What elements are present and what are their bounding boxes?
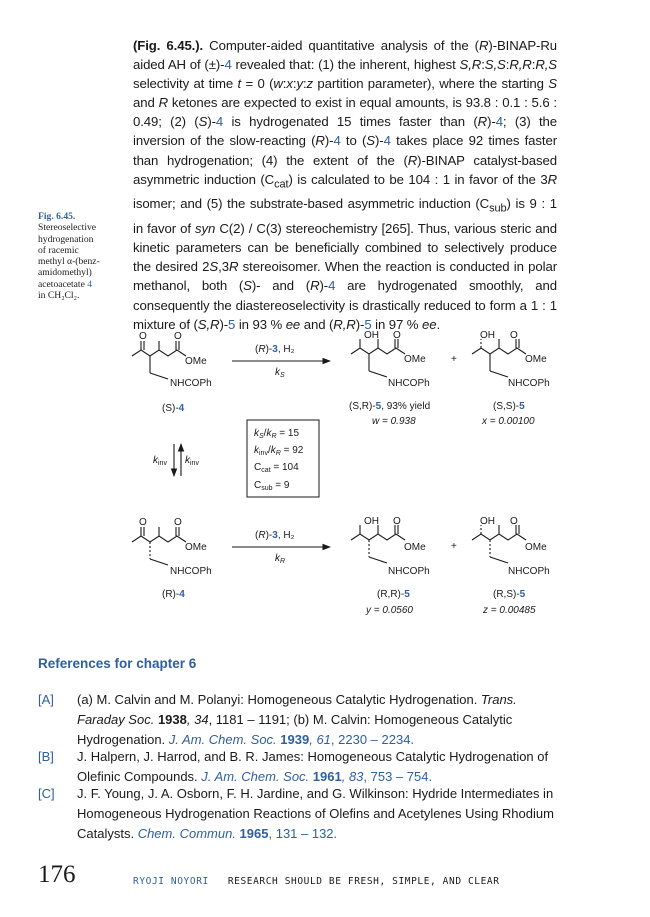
text: S,S: [484, 57, 506, 73]
caption-line: methyl α-(benz-: [38, 256, 100, 268]
molecule-rs-5: [472, 525, 526, 563]
atom-hydroxyl: OH: [480, 330, 495, 341]
partition-w: w = 0.938: [372, 416, 416, 427]
compound-ref: 4: [383, 133, 391, 149]
text: S: [198, 114, 208, 130]
reaction-conditions: (R)-3, H₂: [255, 530, 295, 541]
caption-line: Stereoselective: [38, 222, 97, 234]
amide-label: NHCOPh: [388, 566, 430, 577]
volume: , 34: [186, 712, 209, 727]
text: :: [292, 76, 297, 92]
page-number: 176: [38, 861, 76, 888]
text: R,R: [509, 57, 532, 73]
methoxy-label: OMe: [525, 542, 547, 553]
text: ee: [421, 316, 437, 332]
text: )-: [207, 114, 216, 130]
volume: , 83: [341, 769, 364, 784]
text: :: [481, 57, 485, 73]
methoxy-label: OMe: [404, 354, 426, 365]
reference-tag: [C]: [38, 786, 55, 801]
partition-x: x = 0.00100: [482, 416, 535, 427]
text: = 0 (: [241, 76, 274, 92]
year: 1939: [276, 732, 310, 747]
text: :: [531, 57, 536, 73]
plus-sign: +: [451, 541, 457, 552]
reference-text: [77, 690, 557, 750]
text: )-: [374, 133, 384, 149]
molecule-s-4: [132, 341, 186, 379]
atom-oxygen: O: [510, 516, 518, 527]
molecule-ss-5: [472, 339, 526, 377]
caption-title: Fig. 6.45.: [38, 211, 76, 222]
text: S: [243, 278, 252, 294]
text: x: [286, 76, 293, 92]
reference-text: [77, 747, 557, 787]
text: ) is 9 : 1 in favor of: [133, 196, 557, 237]
text: in 97 %: [371, 316, 422, 332]
text: selectivity at time: [133, 76, 238, 92]
rate-constant-ks: $k_S$: [275, 367, 285, 379]
text: stereoisomer. When the reaction is conducted in polar methanol, both (: [133, 259, 557, 294]
text: R: [478, 38, 489, 53]
caption-line: of racemic: [38, 244, 79, 256]
body-paragraph: [133, 36, 557, 334]
text: S,R: [197, 316, 220, 332]
compound-ref: 4: [495, 114, 503, 130]
text: )-: [355, 316, 365, 332]
methoxy-label: OMe: [404, 542, 426, 553]
text: :: [505, 57, 510, 73]
text: t: [237, 76, 242, 92]
reference-tag: [A]: [38, 692, 54, 707]
methoxy-label: OMe: [525, 354, 547, 365]
text: J. F. Young, J. A. Osborn, F. H. Jardine, and G. Wilkinson: Hydride Intermediates in Homogeneous Hydrogenation Reactions of Olefins and Acetylenes Using Rhodium Catalysts.: [77, 786, 554, 841]
year: 1961: [309, 769, 342, 784]
text: R: [477, 114, 488, 130]
compound-label-s-4: (S)-4: [162, 403, 185, 414]
atom-oxygen: O: [174, 517, 182, 528]
reaction-scheme: [0, 320, 650, 630]
ratio-ks-kr: $k_S/k_R = 15$: [254, 428, 300, 440]
text: C(2) / C(3) stereochemistry [265]. Thus, various steric and kinetic parameters can be beneficially combined to selectively produce the desired 2: [133, 221, 557, 275]
text: ) is calculated to be 104 : 1 in favor of the 3: [288, 171, 548, 187]
caption-line: hydrogenation: [38, 233, 94, 245]
text: S: [548, 76, 557, 92]
text: y: [296, 76, 303, 92]
reference-tag: [B]: [38, 749, 54, 764]
rate-constant-kinv: $k_{inv}$: [153, 455, 167, 467]
compound-label-r-4: (R)-4: [162, 589, 185, 600]
journal: Trans. Faraday Soc.: [77, 692, 517, 727]
rate-constant-kinv: $k_{inv}$: [185, 455, 199, 467]
text: and: [133, 95, 159, 111]
text: ketones are expected to exist in equal amounts, is 93.8 : 0.1 : 5.6 : 0.49; (2) (: [133, 95, 557, 130]
text: are hydrogenated smoothly, and consequently the diastereoselectivity is drastically reduced to form a 1 : 1 mixture of (: [133, 278, 557, 332]
text: ee: [285, 316, 301, 332]
volume: , 61: [309, 732, 331, 747]
caption-compound-ref: 4: [87, 278, 93, 290]
text: )- and (: [251, 278, 311, 294]
text: to (: [340, 133, 367, 149]
caption-line: amidomethyl): [38, 267, 92, 279]
text: , 2230 – 2234.: [330, 732, 415, 747]
text: partition parameter), where the starting: [313, 76, 549, 92]
c-sub: $C_{sub} = 9$: [254, 480, 290, 492]
text: R: [228, 259, 239, 275]
text: R: [310, 278, 320, 294]
text: revealed that: (1) the inherent, highest: [231, 57, 460, 73]
text: and (: [300, 316, 334, 332]
amide-label: NHCOPh: [170, 378, 212, 389]
compound-ref: 5: [228, 316, 236, 332]
atom-oxygen: O: [174, 331, 182, 342]
text: R: [547, 171, 557, 187]
text: z: [306, 76, 314, 92]
compound-label-rs-5: (R,S)-5: [493, 589, 526, 600]
text: R: [158, 95, 169, 111]
text: Computer-aided quantitative analysis of the (: [203, 38, 479, 53]
amide-label: NHCOPh: [170, 566, 212, 577]
partition-z: z = 0.00485: [483, 605, 536, 616]
text: S,R: [459, 57, 482, 73]
reference-text: [77, 784, 557, 844]
references-heading: References for chapter 6: [38, 656, 197, 671]
text: S: [209, 259, 219, 275]
compound-ref: 4: [328, 278, 336, 294]
subscript: sub: [489, 203, 507, 216]
text: J. Halpern, J. Harrod, and B. R. James: Homogeneous Catalytic Hydrogenation of Olefinic Compounds.: [77, 749, 549, 784]
journal: J. Am. Chem. Soc.: [201, 769, 310, 784]
text: )-: [324, 133, 334, 149]
compound-ref: 4: [224, 57, 232, 73]
text: )-BINAP catalyst-based asymmetric induction (C: [133, 152, 557, 187]
text: in 93 %: [235, 316, 286, 332]
compound-label-ss-5: (S,S)-5: [493, 401, 525, 412]
molecule-r-4: [132, 527, 186, 565]
text: )-: [487, 114, 496, 130]
text: is hydrogenated 15 times faster than (: [223, 114, 478, 130]
text: w: [273, 76, 283, 92]
atom-oxygen: O: [139, 517, 147, 528]
text: (a) M. Calvin and M. Polanyi: Homogeneous Catalytic Hydrogenation.: [77, 692, 481, 707]
figure-caption: [38, 211, 124, 301]
text: S: [366, 133, 375, 149]
running-author: RYOJI NOYORI: [133, 876, 209, 887]
year: 1938: [154, 712, 187, 727]
journal: J. Am. Chem. Soc.: [168, 732, 277, 747]
methoxy-label: OMe: [185, 356, 207, 367]
year: 1965: [235, 826, 269, 841]
amide-label: NHCOPh: [388, 378, 430, 389]
figure-reference: (Fig. 6.45.).: [133, 38, 204, 53]
ratio-kinv-kr: $k_{inv}/k_R = 92$: [254, 445, 304, 457]
plus-sign: +: [451, 354, 457, 365]
text: R,R: [333, 316, 356, 332]
rate-constant-kr: $k_R$: [275, 553, 286, 565]
compound-ref: 4: [215, 114, 224, 130]
compound-label-rr-5: (R,R)-5: [377, 589, 410, 600]
atom-oxygen: O: [139, 331, 147, 342]
compound-label-sr-5: (S,R)-5, 93% yield: [349, 401, 431, 412]
methoxy-label: OMe: [185, 542, 207, 553]
text: .: [436, 316, 441, 332]
journal: Chem. Commun.: [137, 826, 236, 841]
atom-oxygen: O: [393, 516, 401, 527]
compound-ref: 4: [333, 133, 341, 149]
text: R: [407, 152, 418, 168]
text: , 753 – 754.: [363, 769, 433, 784]
text: :: [302, 76, 307, 92]
compound-ref: 5: [364, 316, 372, 332]
caption-line: acetoacetate: [38, 278, 85, 290]
atom-oxygen: O: [393, 330, 401, 341]
text: isomer; and (5) the substrate-based asymmetric induction (C: [133, 196, 490, 212]
text: )-BINAP-Ru aided AH of (±)-: [133, 38, 557, 73]
text: , 131 – 132.: [268, 826, 338, 841]
text: ,3: [218, 259, 229, 275]
atom-hydroxyl: OH: [364, 330, 379, 341]
atom-hydroxyl: OH: [364, 516, 379, 527]
text: syn: [195, 221, 216, 237]
text: )-: [319, 278, 329, 294]
text: takes place 92 times faster than hydrogenation; (4) the extent of the (: [133, 133, 557, 168]
caption-line: in CH₂Cl₂.: [38, 290, 80, 302]
text: R: [315, 133, 325, 149]
atom-oxygen: O: [510, 330, 518, 341]
amide-label: NHCOPh: [508, 566, 550, 577]
amide-label: NHCOPh: [508, 378, 550, 389]
atom-hydroxyl: OH: [480, 516, 495, 527]
text: :: [282, 76, 287, 92]
text: ; (3) the inversion of the slow-reacting (: [133, 114, 557, 149]
running-footer: [133, 876, 500, 887]
subscript: cat: [274, 178, 289, 191]
text: )-: [219, 316, 229, 332]
c-cat: $C_{cat} = 104$: [254, 462, 299, 474]
molecule-sr-5: [351, 339, 405, 377]
text: , 1181 – 1191; (b) M. Calvin: Homogeneous Catalytic Hydrogenation.: [77, 712, 513, 747]
molecule-rr-5: [351, 525, 405, 563]
reaction-conditions: (R)-3, H₂: [255, 344, 295, 355]
partition-y: y = 0.0560: [366, 605, 413, 616]
running-title: RESEARCH SHOULD BE FRESH, SIMPLE, AND CLEAR: [227, 876, 500, 887]
text: R,S: [535, 57, 557, 73]
